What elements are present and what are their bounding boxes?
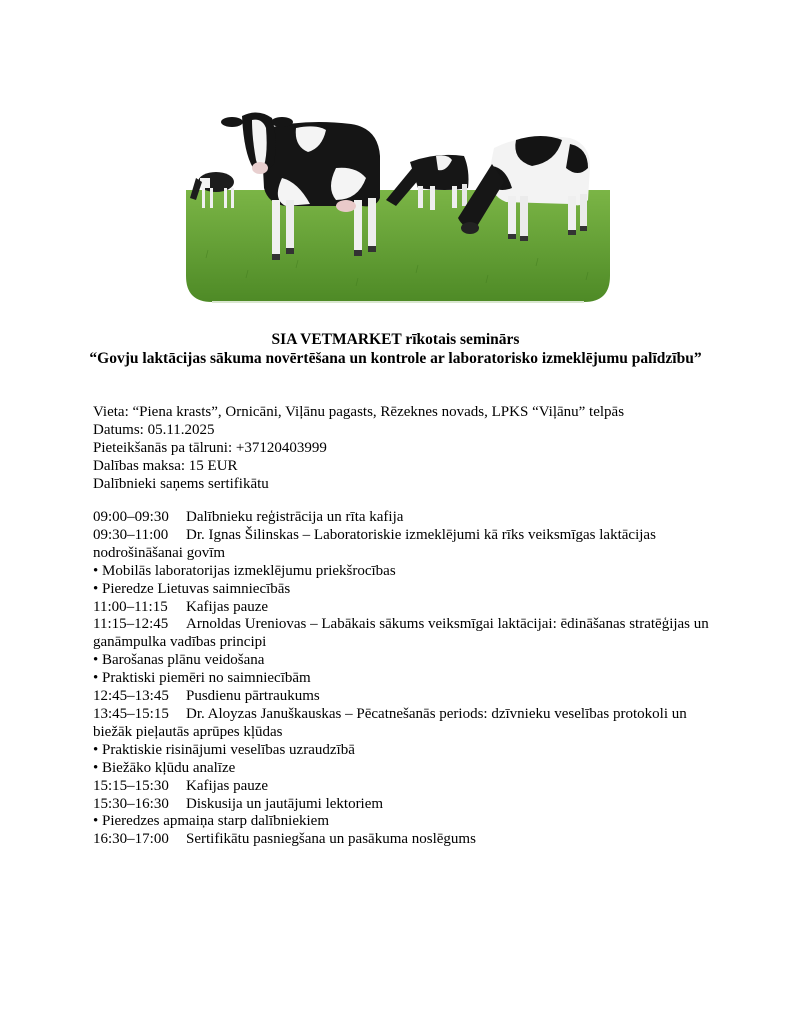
seminar-title-block	[80, 331, 711, 368]
agenda-time: 16:30–17:00	[93, 831, 169, 848]
agenda-bullet: • Biežāko kļūdu analīze	[93, 759, 236, 776]
agenda-item	[93, 509, 713, 527]
agenda-item	[93, 599, 713, 617]
seminar-topic: “Govju laktācijas sākuma novērtēšana un kontrole ar laboratorisko izmeklējumu palīdzību”	[89, 349, 702, 367]
agenda-text: Kafijas pauze	[186, 598, 269, 615]
agenda-text: Dr. Aloyzas Januškauskas – Pēcatnešanās periods: dzīvnieku veselības protokoli un biežāk pieļautās aprūpes kļūdas	[93, 705, 687, 740]
agenda-item	[93, 616, 713, 652]
agenda-text: Dalībnieku reģistrācija un rīta kafija	[186, 509, 404, 525]
agenda-item	[93, 796, 713, 814]
agenda-text: Dr. Ignas Šilinskas – Laboratoriskie izmeklējumi kā rīks veiksmīgas laktācijas nodrošināšanai govīm	[93, 526, 656, 561]
agenda-bullet: • Praktiski piemēri no saimniecībām	[93, 670, 311, 687]
agenda-item	[93, 831, 713, 849]
event-info	[93, 403, 713, 493]
agenda-item	[93, 688, 713, 706]
info-phone: Pieteikšanās pa tālruni: +37120403999	[93, 440, 327, 456]
organizer-title: SIA VETMARKET rīkotais seminārs	[271, 331, 520, 348]
agenda-time: 11:15–12:45	[93, 616, 169, 633]
agenda-time: 13:45–15:15	[93, 705, 169, 722]
agenda-bullet: • Pieredze Lietuvas saimniecībās	[93, 580, 291, 597]
agenda-bullet: • Mobilās laboratorijas izmeklējumu priekšrocības	[93, 562, 396, 579]
agenda-item	[93, 778, 713, 796]
info-date: Datums: 05.11.2025	[93, 422, 215, 438]
agenda-time: 11:00–11:15	[93, 598, 168, 615]
agenda	[93, 509, 713, 849]
info-location: Vieta: “Piena krasts”, Ornicāni, Viļānu pagasts, Rēzeknes novads, LPKS “Viļānu” telpās	[93, 404, 625, 420]
agenda-bullet: • Praktiskie risinājumi veselības uzraudzībā	[93, 741, 355, 758]
agenda-text: Diskusija un jautājumi lektoriem	[186, 795, 384, 812]
info-certificate: Dalībnieki saņems sertifikātu	[93, 476, 269, 492]
agenda-text: Arnoldas Ureniovas – Labākais sākums veiksmīgai laktācijai: ēdināšanas stratēģijas un ganāmpulka vadības principi	[93, 616, 709, 651]
agenda-item	[93, 527, 713, 563]
hero-image	[186, 108, 610, 304]
agenda-bullet: • Barošanas plānu veidošana	[93, 652, 265, 669]
agenda-text: Kafijas pauze	[186, 777, 269, 794]
agenda-time: 12:45–13:45	[93, 688, 169, 705]
agenda-time: 09:00–09:30	[93, 509, 169, 525]
info-fee: Dalības maksa: 15 EUR	[93, 458, 238, 474]
agenda-text: Sertifikātu pasniegšana un pasākuma noslēgums	[186, 831, 476, 848]
agenda-time: 09:30–11:00	[93, 526, 169, 543]
agenda-item	[93, 706, 713, 742]
agenda-time: 15:30–16:30	[93, 795, 169, 812]
agenda-text: Pusdienu pārtraukums	[186, 688, 320, 705]
agenda-bullet: • Pieredzes apmaiņa starp dalībniekiem	[93, 813, 330, 830]
cows-grazing-photo	[186, 108, 610, 304]
agenda-time: 15:15–15:30	[93, 777, 169, 794]
